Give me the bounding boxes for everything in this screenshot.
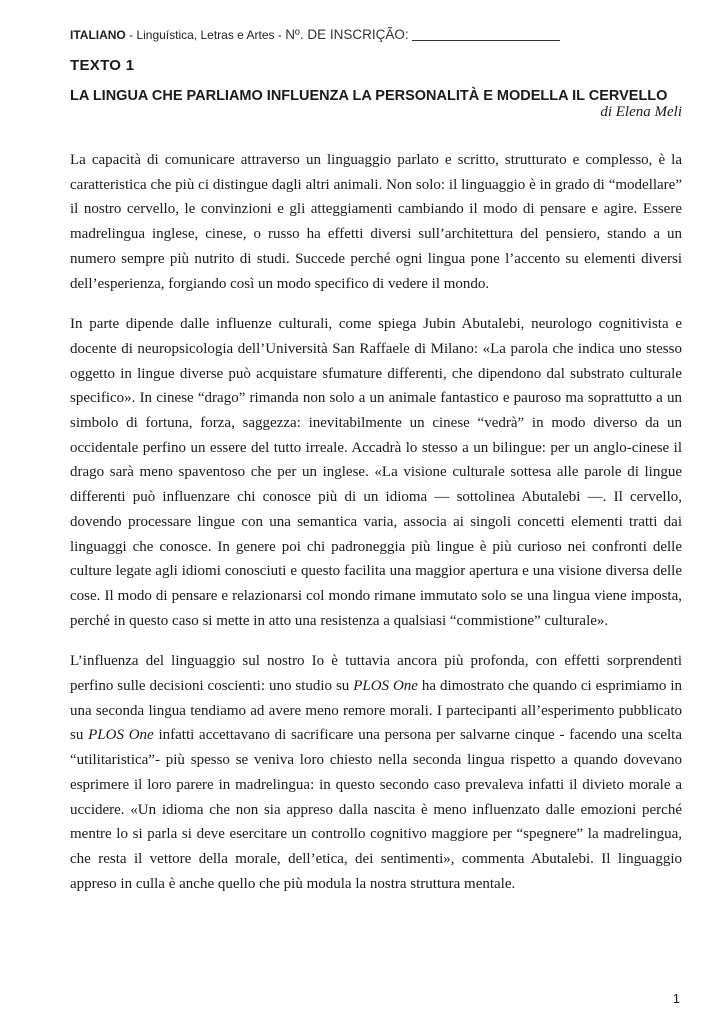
paragraph-3-part-c: infatti accettavano di sacrificare una persona per salvarne cinque - facendo una scelta “utilitaristica”- più spesso se veniva loro chiesto nella seconda lingua rispetto a quando dovevano esprimere il loro parere in madrelingua: in questo secondo caso prevaleva infatti il divieto morale a uccidere. «Un idioma che non sia appreso dalla nascita è meno influenzato dalle emozioni perché mentre lo si parla si deve esercitare un controllo cognitivo maggiore per “spegnere” la madrelingua, che resta il vettore della morale, dell’etica, dei sentimenti», commenta Abutalebi. Il linguaggio appreso in culla è anche quello che più modula la nostra struttura mentale. [70,727,683,892]
journal-name: PLOS One [353,678,418,695]
inscription-field [412,28,560,41]
text-label: TEXTO 1 [70,57,135,74]
paragraph-3-part-b: ha dimostrato che quando ci esprimiamo in una seconda lingua tendiamo ad avere meno remore morali. I partecipanti all’esperimento pubblicato su [70,678,682,744]
article-author: di Elena Meli [600,104,682,120]
paragraph-2: In parte dipende dalle influenze culturali, come spiega Jubin Abutalebi, neurologo cognitivista e docente di neuropsicologia dell’Università San Raffaele di Milano: «La parola che indica uno stesso oggetto in lingue diverse può acquistare sfumature differenti, che dipendono dal substrato culturale specifico». In cinese “drago” rimanda non solo a un animale fantastico e pauroso ma soprattutto a un simbolo di fortuna, forza, saggezza: inevitabilmente un cinese “vedrà” in modo diverso da un occidentale perfino un essere del tutto irreale. Accadrà lo stesso a un bilingue: per un anglo-cinese il drago sarà meno spaventoso che per un inglese. «La visione culturale sottesa alle parole di lingue differenti può influenzare chi conosce più di un idioma — sottolinea Abutalebi —. Il cervello, dovendo processare lingue con una semantica varia, associa ai singoli concetti elementi tratti dai linguaggi che conosce. In genere poi chi padroneggia più lingue è più curioso nei confronti delle culture legate agli idiomi conosciuti e questo facilita una maggior apertura e una visione diversa delle cose. Il modo di pensare e relazionarsi col mondo rimane immutato solo se una lingua viene imposta, perché in questo caso si mette in atto una resistenza a qualsiasi “commistione” culturale». [70,316,682,629]
journal-name: PLOS One [88,727,154,744]
page-number: 1 [672,991,680,1006]
article-title: LA LINGUA CHE PARLIAMO INFLUENZA LA PERSONALITÀ E MODELLA IL CERVELLO [70,88,668,104]
inscription-label: Nº. DE INSCRIÇÃO: [285,27,409,42]
page-header [70,27,560,42]
paragraph-3-part-a: L’influenza del linguaggio sul nostro Io è tuttavia ancora più profonda, con effetti sorprendenti perfino sulle decisioni coscienti: uno studio su [70,653,682,695]
article-body [70,148,682,912]
subject-label: ITALIANO [70,28,126,42]
paragraph-3 [70,649,682,896]
area-label: - Linguística, Letras e Artes - [125,28,286,42]
paragraph-1: La capacità di comunicare attraverso un linguaggio parlato e scritto, strutturato e complesso, è la caratteristica che più ci distingue dagli altri animali. Non solo: il linguaggio è in grado di “modellare” il nostro cervello, le convinzioni e gli atteggiamenti cambiando il modo di pensare e agire. Essere madrelingua inglese, cinese, o russo ha effetti diversi sull’architettura del pensiero, stando a un numero sempre più nutrito di studi. Succede perché ogni lingua pone l’accento su elementi diversi dell’esperienza, forgiando così un modo specifico di vedere il mondo. [70,152,682,292]
